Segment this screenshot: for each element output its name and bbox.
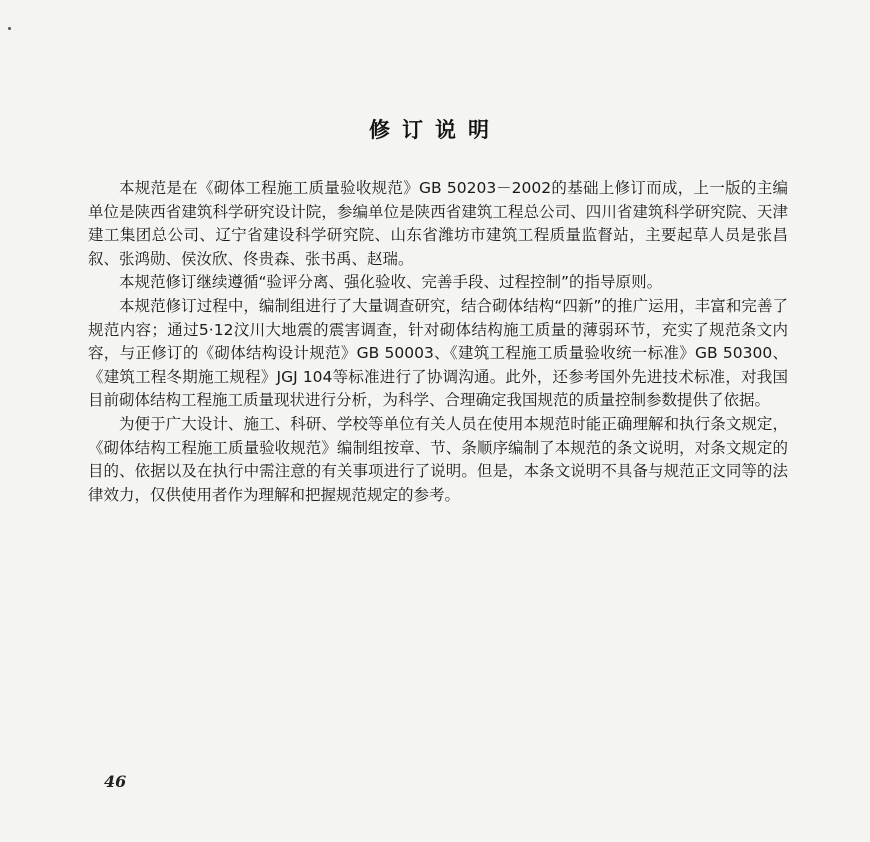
paragraph-revision-process: 本规范修订过程中，编制组进行了大量调查研究，结合砌体结构“四新”的推广运用，丰富和完善了规范内容；通过5·12汶川大地震的震害调查，针对砌体结构施工质量的薄弱环节，充实了规范条文内容，与正修订的《砌体结构设计规范》GB 50003、《建筑工程施工质量验收统一标准》GB 50300、《建筑工程冬期施工规程》JGJ 104等标准进行了协调沟通。此外，还参考国外先进技术标准，对我国目前砌体结构工程施工质量现状进行分析，为科学、合理确定我国规范的质量控制参数提供了依据。 (88, 296, 788, 410)
scan-speck (8, 27, 11, 30)
paragraph-explanation-purpose: 为便于广大设计、施工、科研、学校等单位有关人员在使用本规范时能正确理解和执行条文规定，《砌体结构工程施工质量验收规范》编制组按章、节、条顺序编制了本规范的条文说明，对条文规定的目的、依据以及在执行中需注意的有关事项进行了说明。但是，本条文说明不具备与规范正文同等的法律效力，仅供使用者作为理解和把握规范规定的参考。 (88, 414, 788, 504)
page-number: 46 (104, 772, 127, 791)
paragraph-guiding-principles: 本规范修订继续遵循“验评分离、强化验收、完善手段、过程控制”的指导原则。 (119, 273, 663, 292)
page-title: 修订说明 (369, 118, 501, 142)
paragraph-revision-basis: 本规范是在《砌体工程施工质量验收规范》GB 50203－2002的基础上修订而成，上一版的主编单位是陕西省建筑科学研究设计院，参编单位是陕西省建筑工程总公司、四川省建筑科学研究院、天津建工集团总公司、辽宁省建设科学研究院、山东省潍坊市建筑工程质量监督站，主要起草人员是张昌叙、张鸿勋、侯汝欣、佟贵森、张书禹、赵瑞。 (88, 179, 788, 268)
body-text (88, 177, 788, 507)
